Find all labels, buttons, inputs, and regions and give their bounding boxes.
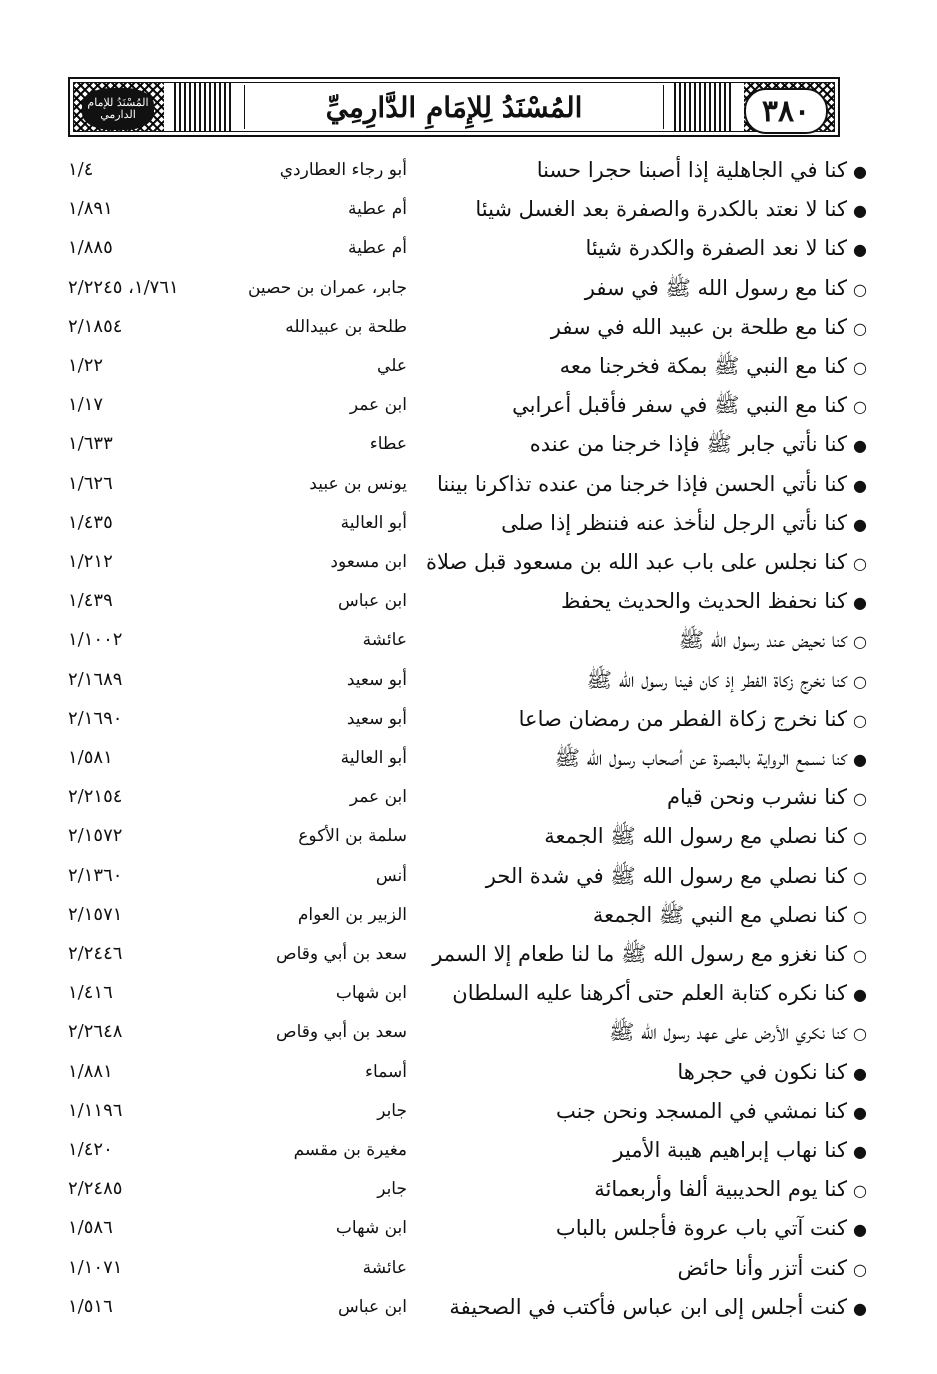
- hollow-bullet-icon: ○: [853, 1259, 867, 1279]
- hadith-incipit: [561, 581, 867, 621]
- list-item: [0, 1052, 937, 1092]
- narrator: أم عطية: [348, 238, 407, 259]
- volume-hadith-ref: ١/٨٨١: [68, 1060, 113, 1082]
- hollow-bullet-icon: ○: [853, 710, 867, 730]
- list-item: [0, 189, 937, 229]
- volume-hadith-ref: ١/٤٣٩: [68, 590, 113, 612]
- narrator: أبو العالية: [340, 748, 407, 768]
- hadith-text: كنا لا نعد الصفرة والكدرة شيئا: [585, 236, 847, 261]
- filled-bullet-icon: ●: [853, 514, 867, 534]
- hadith-text: كنا مع النبي ﷺ بمكة فخرجنا معه: [559, 354, 847, 378]
- hadith-text: كنا نأتي جابر ﷺ فإذا خرجنا من عنده: [529, 432, 847, 457]
- hadith-incipit: [677, 1052, 867, 1092]
- hadith-text: كنا نشرب ونحن قيام: [667, 785, 847, 810]
- narrator: سلمة بن الأكوع: [298, 826, 407, 847]
- hadith-text: كنا نهاب إبراهيم هيبة الأمير: [613, 1138, 847, 1162]
- volume-hadith-ref: ٢/١٣٦٠: [68, 864, 123, 886]
- hollow-bullet-icon: ○: [853, 632, 867, 652]
- filled-bullet-icon: ●: [853, 475, 867, 495]
- list-item: [0, 816, 937, 856]
- hadith-incipit: [551, 307, 867, 347]
- list-item: [0, 228, 937, 268]
- narrator: أنس: [375, 865, 407, 886]
- hadith-text: كنا نأتي الرجل لنأخذ عنه فننظر إذا صلى: [501, 510, 847, 535]
- narrator: سعد بن أبي وقاص: [276, 1022, 407, 1043]
- list-item: [0, 464, 937, 504]
- narrator: أبو سعيد: [346, 708, 407, 729]
- volume-hadith-ref: ٢/١٥٧٢: [68, 825, 123, 847]
- hadith-incipit: [501, 503, 867, 543]
- filled-bullet-icon: ●: [853, 1298, 867, 1318]
- left-inner-ornament: [174, 83, 234, 131]
- narrator: يونس بن عبيد: [309, 473, 407, 494]
- hollow-bullet-icon: ○: [853, 358, 867, 377]
- hollow-bullet-icon: ○: [853, 318, 867, 338]
- hollow-bullet-icon: ○: [853, 554, 867, 573]
- narrator: جابر: [377, 1179, 407, 1200]
- hollow-bullet-icon: ○: [853, 867, 867, 887]
- filled-bullet-icon: ●: [853, 750, 867, 769]
- volume-hadith-ref: ٢/١٥٧١: [68, 903, 123, 925]
- hadith-incipit: [530, 424, 867, 464]
- narrator: جابر: [377, 1100, 407, 1121]
- filled-bullet-icon: ●: [853, 162, 867, 181]
- list-item: [0, 660, 937, 700]
- volume-hadith-ref: ١/٢٢: [68, 355, 104, 376]
- running-title: المُسْنَدُ لِلإِمَامِ الدَّارِمِيِّ: [244, 85, 664, 129]
- list-item: [0, 581, 937, 621]
- list-item: [0, 777, 937, 817]
- hadith-incipit: [452, 973, 867, 1013]
- narrator: ابن عباس: [337, 591, 407, 612]
- hadith-text: كنا نسمع الرواية بالبصرة عن أصحاب رسول الله ﷺ: [554, 746, 847, 770]
- volume-hadith-ref: ١/١٧: [68, 394, 104, 416]
- hadith-text: كنا لا نعتد بالكدرة والصفرة بعد الغسل شيئا: [475, 197, 847, 222]
- volume-hadith-ref: ١/٤١٦: [68, 982, 113, 1004]
- hadith-incipit: [555, 738, 867, 778]
- narrator: طلحة بن عبيدالله: [285, 316, 407, 337]
- hadith-incipit: [544, 816, 867, 856]
- filled-bullet-icon: ●: [853, 985, 867, 1005]
- hadith-incipit: [512, 385, 867, 425]
- hadith-incipit: [486, 856, 867, 896]
- hadith-text: كنا نجلس على باب عبد الله بن مسعود قبل صلاة: [425, 550, 847, 574]
- filled-bullet-icon: ●: [853, 1220, 867, 1240]
- volume-hadith-ref: ٢/١٦٨٩: [68, 668, 123, 690]
- list-item: [0, 346, 937, 386]
- narrator: أم عطية: [348, 199, 407, 220]
- filled-bullet-icon: ●: [853, 436, 867, 456]
- volume-hadith-ref: ١/٨٩١: [68, 198, 113, 220]
- page-number: ٣٨٠: [744, 88, 828, 134]
- hadith-incipit: [437, 464, 867, 504]
- hadith-text: كنا نكري الأرض على عهد رسول الله ﷺ: [609, 1020, 847, 1045]
- hadith-incipit: [677, 1248, 867, 1288]
- hadith-incipit: [556, 1091, 867, 1131]
- hadith-incipit: [594, 1169, 867, 1209]
- narrator: أبو العالية: [340, 512, 407, 533]
- volume-hadith-ref: ٢/١٦٩٠: [68, 707, 123, 729]
- header-frame: [73, 82, 835, 132]
- filled-bullet-icon: ●: [853, 201, 867, 221]
- hadith-text: كنا مع رسول الله ﷺ في سفر: [584, 275, 847, 300]
- hollow-bullet-icon: ○: [853, 946, 867, 965]
- hadith-incipit: [593, 895, 867, 935]
- hadith-text: كنا يوم الحديبية ألفا وأربعمائة: [594, 1177, 847, 1202]
- narrator: أبو رجاء العطاردي: [279, 160, 407, 180]
- volume-hadith-ref: ١/٨٨٥: [68, 237, 113, 259]
- volume-hadith-ref: ٢/٢٤٨٥: [68, 1178, 123, 1200]
- list-item: [0, 895, 937, 935]
- volume-hadith-ref: ٢/٢١٥٤: [68, 786, 123, 808]
- hadith-incipit: [556, 1208, 867, 1248]
- volume-hadith-ref: ١/٢١٢: [68, 551, 113, 572]
- hollow-bullet-icon: ○: [853, 1024, 867, 1044]
- volume-hadith-ref: ١/١٠٧١: [68, 1256, 123, 1278]
- hadith-incipit: [587, 660, 867, 700]
- list-item: [0, 699, 937, 739]
- hollow-bullet-icon: ○: [853, 397, 867, 417]
- volume-hadith-ref: ٢/١٨٥٤: [68, 315, 123, 337]
- hadith-text: كنا نغزو مع رسول الله ﷺ ما لنا طعام إلا السمر: [432, 942, 847, 966]
- volume-hadith-ref: ١/٥٨٦: [68, 1217, 113, 1239]
- hadith-text: كنا نصلي مع رسول الله ﷺ الجمعة: [544, 824, 847, 849]
- hadith-incipit: [426, 542, 867, 582]
- hadith-text: كنا نأتي الحسن فإذا خرجنا من عنده تذاكرنا بيننا: [436, 471, 847, 496]
- narrator: ابن شهاب: [335, 1218, 407, 1239]
- hadith-text: كنا نصلي مع النبي ﷺ الجمعة: [592, 902, 847, 927]
- filled-bullet-icon: ●: [853, 240, 867, 260]
- list-item: [0, 1287, 937, 1327]
- hadith-text: كنا نصلي مع رسول الله ﷺ في شدة الحر: [485, 863, 847, 888]
- list-item: [0, 934, 937, 974]
- filled-bullet-icon: ●: [853, 1142, 867, 1161]
- narrator: سعد بن أبي وقاص: [276, 944, 407, 964]
- list-item: [0, 620, 937, 660]
- hadith-text: كنا نحيض عند رسول الله ﷺ: [678, 628, 847, 653]
- hadith-incipit: [537, 150, 867, 190]
- hadith-text: كنا نكره كتابة العلم حتى أكرهنا عليه السلطان: [452, 981, 847, 1006]
- list-item: [0, 1248, 937, 1288]
- list-item: [0, 738, 937, 778]
- narrator: الزبير بن العوام: [297, 904, 407, 925]
- hollow-bullet-icon: ○: [853, 906, 867, 926]
- filled-bullet-icon: ●: [853, 593, 867, 613]
- narrator: أبو سعيد: [346, 669, 407, 690]
- hadith-incipit: [585, 228, 867, 268]
- volume-hadith-ref: ١/٦٢٦: [68, 472, 113, 494]
- page-header: [68, 77, 840, 137]
- hadith-text: كنا مع طلحة بن عبيد الله في سفر: [550, 314, 847, 339]
- right-inner-ornament: [674, 83, 734, 131]
- hadith-incipit: [475, 189, 867, 229]
- hadith-text: كنت آتي باب عروة فأجلس بالباب: [555, 1216, 847, 1241]
- narrator: عطاء: [369, 434, 407, 455]
- volume-hadith-ref: ١/١١٩٦: [68, 1099, 123, 1121]
- hadith-text: كنا نحفظ الحديث والحديث يحفظ: [560, 589, 847, 614]
- hollow-bullet-icon: ○: [853, 279, 867, 299]
- hadith-text: كنا في الجاهلية إذا أصبنا حجرا حسنا: [536, 158, 847, 182]
- narrator: مغيرة بن مقسم: [293, 1140, 407, 1160]
- hadith-incipit: [609, 1012, 867, 1052]
- hadith-text: كنا نخرج زكاة الفطر من رمضان صاعا: [518, 706, 847, 731]
- list-item: [0, 1130, 937, 1170]
- hadith-incipit: [519, 699, 867, 739]
- list-item: [0, 1169, 937, 1209]
- hadith-text: كنت أجلس إلى ابن عباس فأكتب في الصحيفة: [449, 1294, 847, 1319]
- narrator: عائشة: [362, 1257, 407, 1278]
- narrator: عائشة: [362, 630, 407, 651]
- hollow-bullet-icon: ○: [853, 789, 867, 809]
- hadith-incipit: [560, 346, 867, 386]
- list-item: [0, 424, 937, 464]
- hadith-incipit: [585, 268, 867, 308]
- volume-hadith-ref: ١/٤٢٠: [68, 1139, 113, 1160]
- hadith-incipit: [432, 934, 867, 974]
- hadith-incipit: [667, 777, 867, 817]
- list-item: [0, 268, 937, 308]
- hollow-bullet-icon: ○: [853, 671, 867, 691]
- narrator: علي: [377, 356, 407, 376]
- narrator: ابن مسعود: [330, 552, 407, 572]
- hadith-text: كنا مع النبي ﷺ في سفر فأقبل أعرابي: [512, 393, 847, 418]
- list-item: [0, 150, 937, 190]
- book-seal-logo: المُسْنَدُ للإمام الدارمي: [82, 88, 154, 130]
- list-item: [0, 385, 937, 425]
- hollow-bullet-icon: ○: [853, 828, 867, 848]
- volume-hadith-ref: ١/١٠٠٢: [68, 629, 123, 651]
- list-item: [0, 856, 937, 896]
- hollow-bullet-icon: ○: [853, 1181, 867, 1201]
- filled-bullet-icon: ●: [853, 1063, 867, 1083]
- volume-hadith-ref: ١/٧٦١، ٢/٢٢٤٥: [68, 276, 179, 298]
- narrator: ابن عباس: [337, 1296, 407, 1317]
- volume-hadith-ref: ١/٥١٦: [68, 1295, 113, 1317]
- volume-hadith-ref: ١/٤: [68, 159, 94, 180]
- hadith-incipit: [679, 620, 867, 660]
- list-item: [0, 973, 937, 1013]
- list-item: [0, 1012, 937, 1052]
- narrator: أسماء: [365, 1061, 407, 1082]
- hadith-text: كنا نمشي في المسجد ونحن جنب: [555, 1098, 847, 1123]
- narrator: ابن عمر: [349, 787, 407, 808]
- narrator: جابر، عمران بن حصين: [247, 277, 407, 298]
- narrator: ابن عمر: [349, 395, 407, 416]
- volume-hadith-ref: ٢/٢٦٤٨: [68, 1021, 123, 1043]
- list-item: [0, 1208, 937, 1248]
- list-item: [0, 503, 937, 543]
- hadith-text: كنا نكون في حجرها: [677, 1059, 847, 1084]
- volume-hadith-ref: ١/٥٨١: [68, 747, 113, 768]
- volume-hadith-ref: ٢/٢٤٤٦: [68, 943, 123, 964]
- volume-hadith-ref: ١/٤٣٥: [68, 511, 113, 533]
- list-item: [0, 542, 937, 582]
- list-item: [0, 307, 937, 347]
- hadith-text: كنا نخرج زكاة الفطر إذ كان فينا رسول الله ﷺ: [586, 667, 847, 692]
- hadith-text: كنت أتزر وأنا حائض: [677, 1255, 847, 1280]
- volume-hadith-ref: ١/٦٣٣: [68, 433, 113, 455]
- hadith-incipit: [449, 1287, 867, 1327]
- narrator: ابن شهاب: [335, 983, 407, 1004]
- list-item: [0, 1091, 937, 1131]
- filled-bullet-icon: ●: [853, 1102, 867, 1122]
- hadith-incipit: [613, 1130, 867, 1170]
